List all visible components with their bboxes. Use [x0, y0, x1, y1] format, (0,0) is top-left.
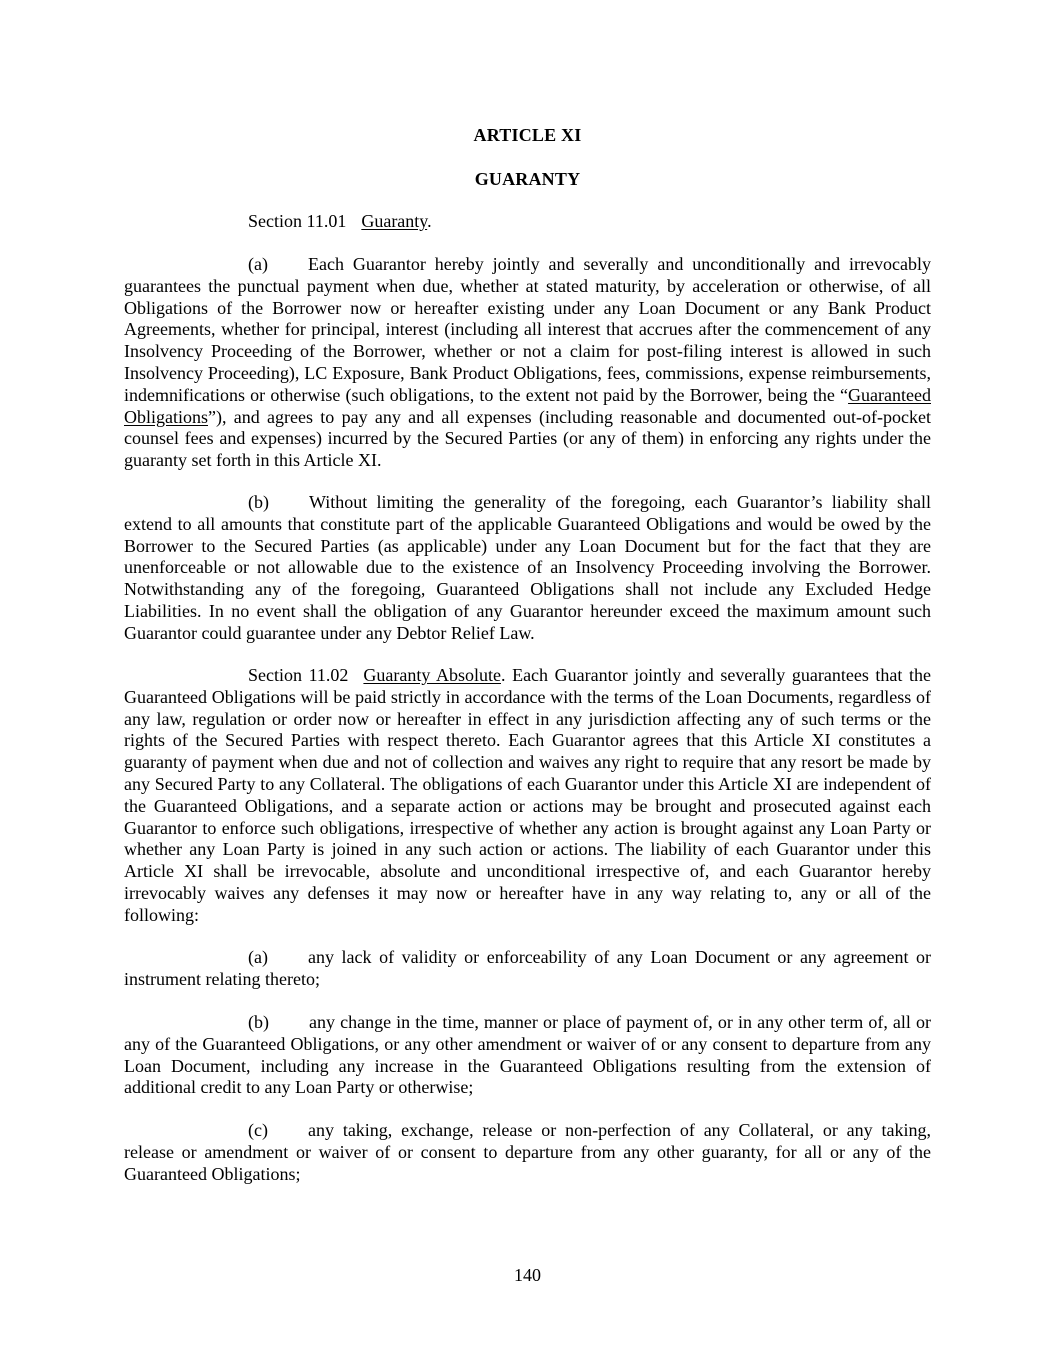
paragraph-marker: (b): [248, 492, 269, 512]
list-item-marker: (b): [248, 1012, 269, 1032]
list-item-a: [124, 947, 931, 991]
paragraph-11-01-b: [124, 492, 931, 645]
section-label: Section 11.01: [248, 211, 347, 231]
section-11-01-heading: [124, 211, 931, 233]
paragraph-marker: (a): [248, 254, 268, 274]
paragraph-text-cont: ”), and agrees to pay any and all expenses (including reasonable and documented out-of-pocket counsel fees and expenses) incurred by the Secured Parties (or any of them) in enforcing any rights under the guaranty set forth in this Article XI.: [124, 406, 931, 471]
article-title: GUARANTY: [474, 169, 581, 189]
article-heading: ARTICLE XI: [473, 125, 582, 145]
list-item-c: [124, 1120, 931, 1185]
list-item-marker: (c): [248, 1120, 268, 1140]
defined-term: Guaranteed Obligations: [124, 384, 931, 427]
paragraph-text: Each Guarantor hereby jointly and severally and unconditionally and irrevocably guarantees the punctual payment when due, whether at stated maturity, by acceleration or otherwise, of all Obligations of the Borrower now or hereafter existing under any Loan Document or any Bank Product Agreements, whether for principal, interest (including all interest that accrues after the commencement of any Insolvency Proceeding of the Borrower, whether or not a claim for post-filing interest is allowed in such Insolvency Proceeding), LC Exposure, Bank Product Obligations, fees, commissions, expense reimbursements, indemnifications or otherwise (such obligations, to the extent not paid by the Borrower, being the “: [124, 254, 931, 405]
list-item-text: any taking, exchange, release or non-perfection of any Collateral, or any taking, release or amendment or waiver of or consent to departure from any other guaranty, for all or any of the Guaranteed Obligations;: [124, 1120, 931, 1184]
section-text: . Each Guarantor jointly and severally guarantees that the Guaranteed Obligations will be paid strictly in accordance with the terms of the Loan Documents, regardless of any law, regulation or order now or hereafter in effect in any jurisdiction affecting any of such terms or the rights of the Secured Parties with respect thereto. Each Guarantor agrees that this Article XI constitutes a guaranty of payment when due and not of collection and waives any right to require that any resort be made by any Secured Party to any Collateral. The obligations of each Guarantor under this Article XI are independent of the Guaranteed Obligations, and a separate action or actions may be brought and prosecuted against each Guarantor to enforce such obligations, irrespective of whether any action is brought against any Loan Party or whether any Loan Party is joined in any such action or actions. The liability of each Guarantor under this Article XI shall be irrevocable, absolute and unconditional irrespective of, and each Guarantor hereby irrevocably waives any defenses it may now or hereafter have in any way relating to, any or all of the following:: [124, 665, 932, 925]
list-item-text: any lack of validity or enforceability of any Loan Document or any agreement or instrument relating thereto;: [124, 947, 931, 989]
section-title: Guaranty: [361, 211, 428, 231]
section-title-punct: .: [427, 211, 432, 231]
section-label: Section 11.02: [248, 665, 349, 685]
section-title: Guaranty Absolute: [363, 665, 501, 685]
list-item-b: [124, 1012, 931, 1099]
section-11-02-paragraph: [124, 665, 931, 927]
paragraph-text: Without limiting the generality of the foregoing, each Guarantor’s liability shall extend to all amounts that constitute part of the applicable Guaranteed Obligations and would be owed by the Borrower to the Secured Parties (as applicable) under any Loan Document but for the fact that they are unenforceable or not allowable due to the existence of an Insolvency Proceeding involving the Borrower. Notwithstanding any of the foregoing, Guaranteed Obligations shall not include any Excluded Hedge Liabilities. In no event shall the obligation of any Guarantor hereunder exceed the maximum amount such Guarantor could guarantee under any Debtor Relief Law.: [124, 492, 931, 643]
list-item-text: any change in the time, manner or place of payment of, or in any other term of, all or any of the Guaranteed Obligations, or any other amendment or waiver of or any consent to departure from any Loan Document, including any increase in the Guaranteed Obligations resulting from the extension of additional credit to any Loan Party or otherwise;: [124, 1012, 931, 1098]
paragraph-11-01-a: [124, 254, 931, 472]
list-item-marker: (a): [248, 947, 268, 967]
page-number: 140: [514, 1265, 541, 1285]
